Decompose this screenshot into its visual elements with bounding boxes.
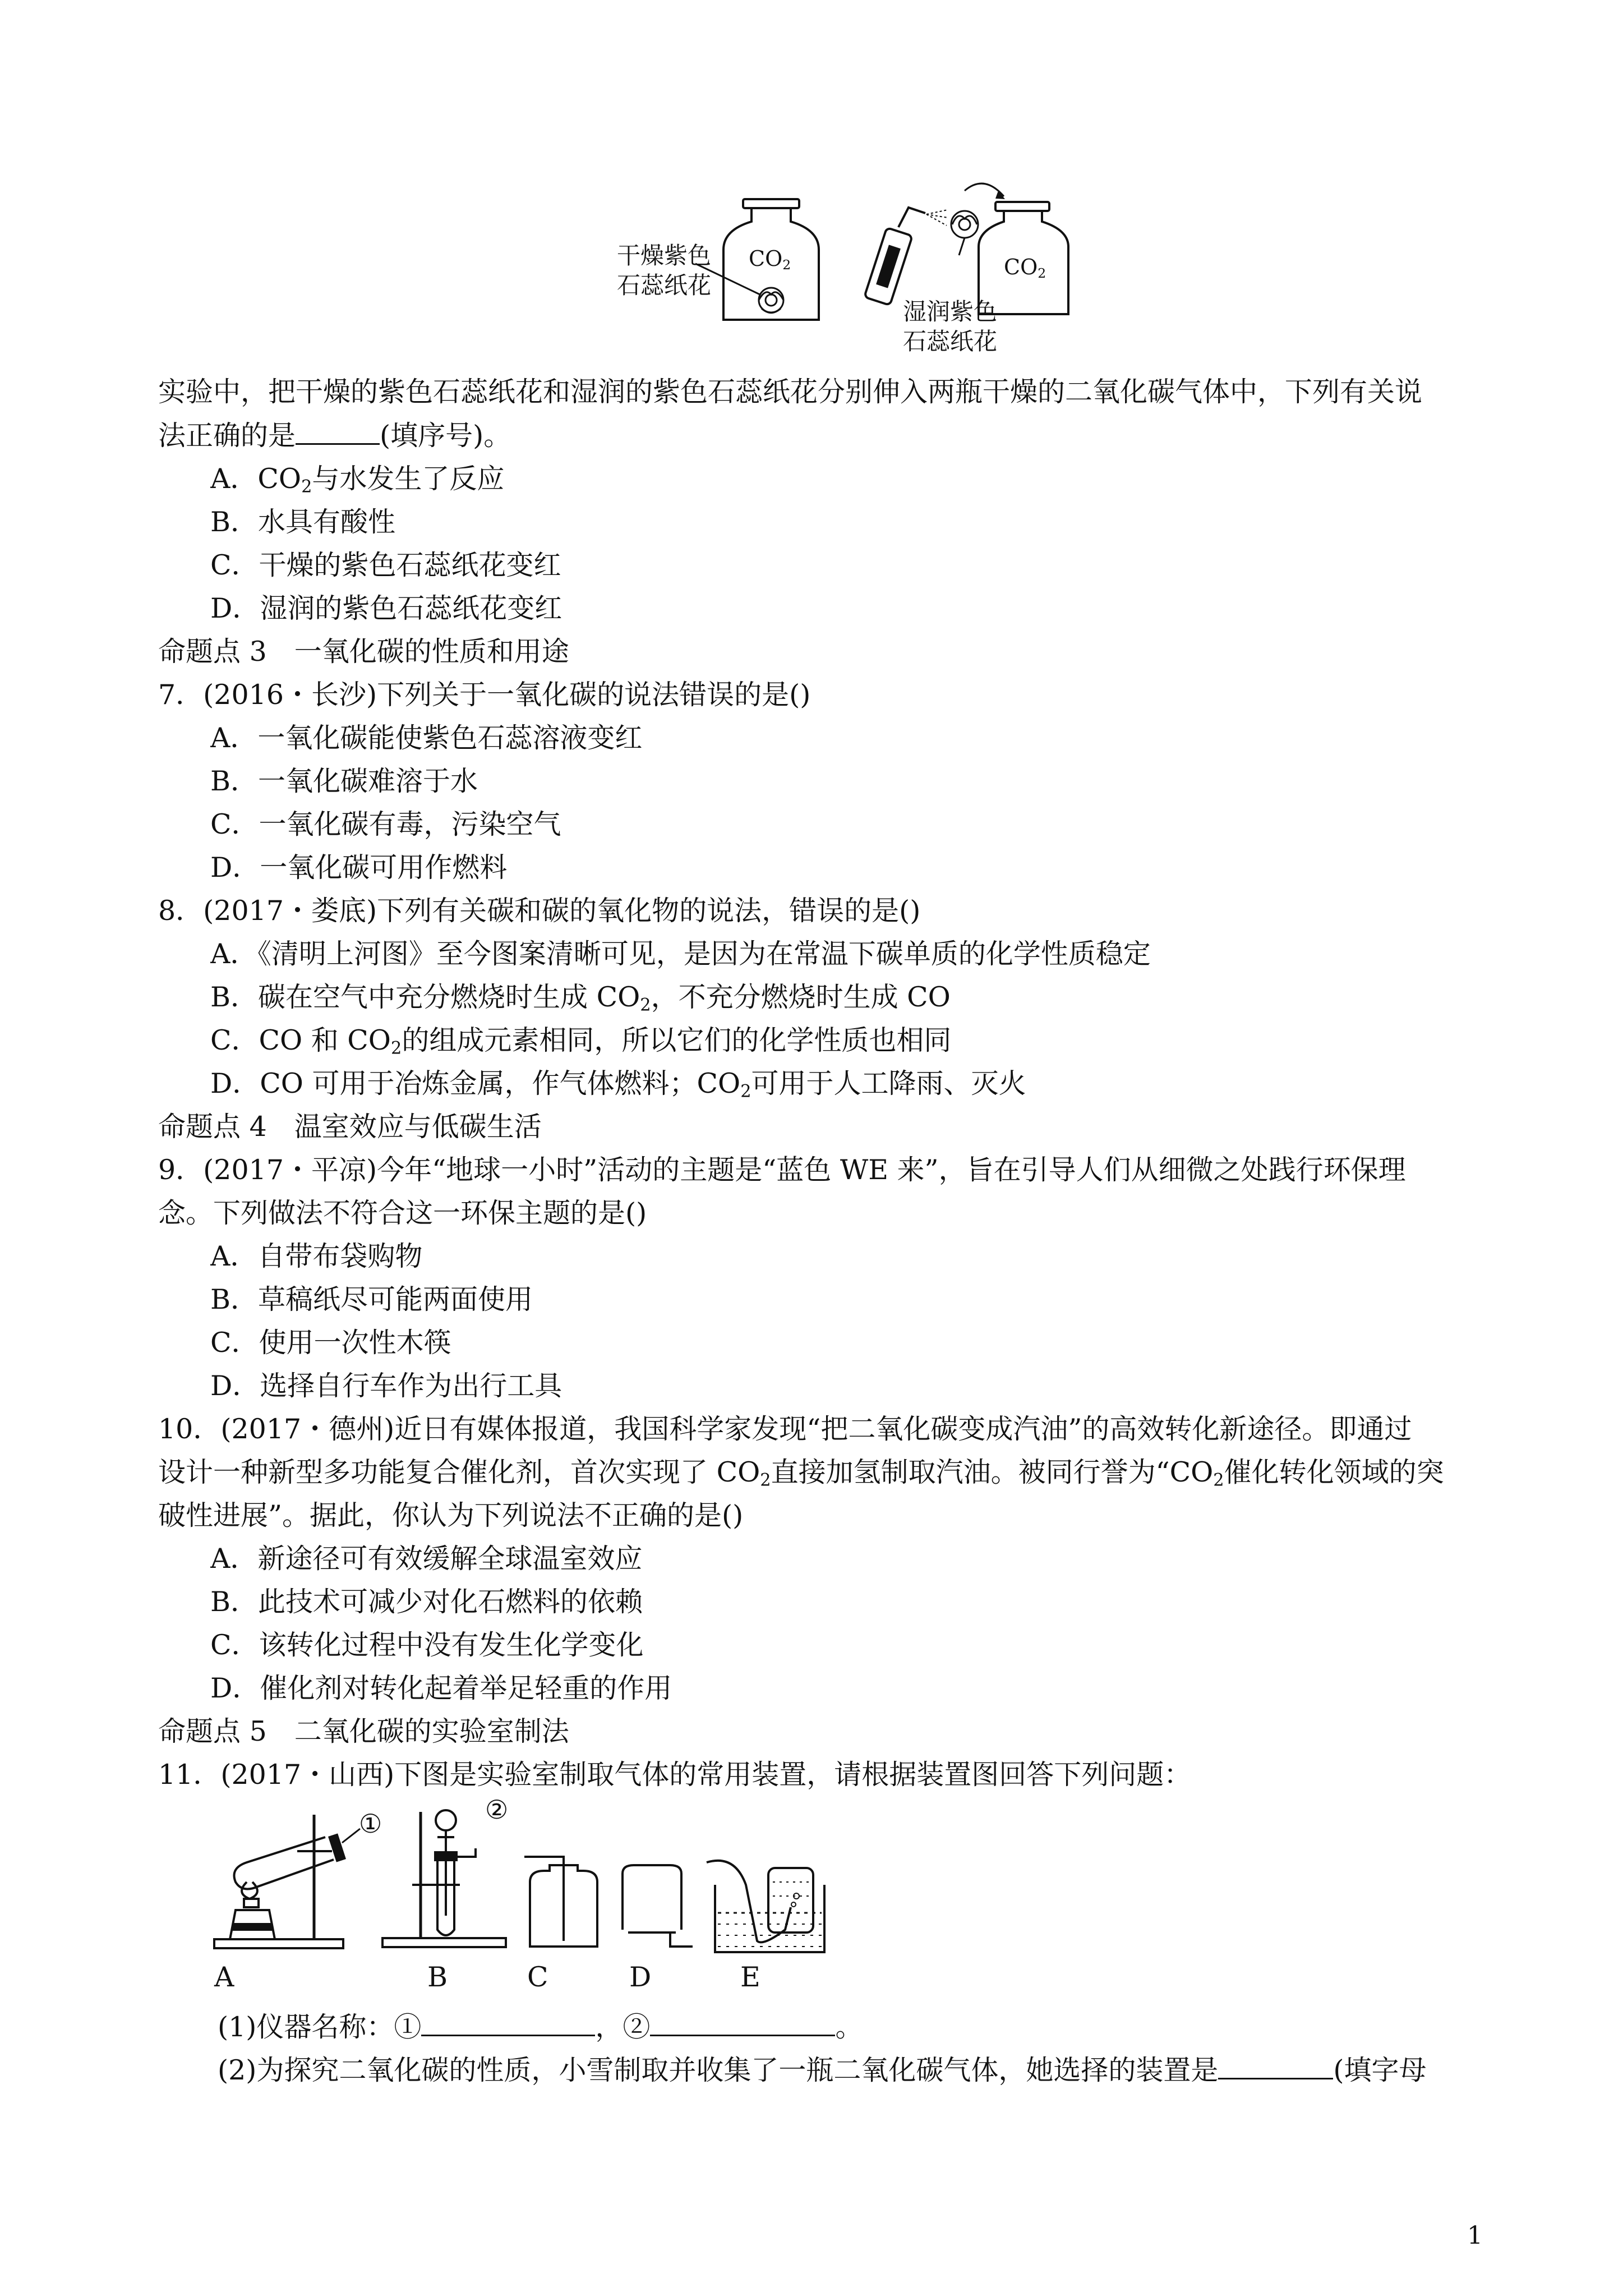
wet-flower-label-line2: 石蕊纸花 — [903, 328, 998, 355]
q10-option-d: D．催化剂对转化起着举足轻重的作用 — [210, 1672, 672, 1704]
q11-stem: 11．(2017・山西)下图是实验室制取气体的常用装置，请根据装置图回答下列问题： — [158, 1759, 1192, 1791]
answer-blank-instrument-2[interactable] — [650, 2012, 835, 2036]
marker-circle-2: ② — [485, 1795, 509, 1825]
apparatus-label-a: A — [214, 1961, 234, 1993]
q9-option-b: B．草稿纸尽可能两面使用 — [210, 1283, 533, 1315]
test-tube-icon-b — [435, 1848, 476, 1935]
inverted-bottle-icon — [768, 1868, 813, 1932]
marker-circle-1: ① — [359, 1809, 382, 1839]
q10-option-b: B．此技术可减少对化石燃料的依赖 — [210, 1586, 643, 1618]
q9-option-c: C．使用一次性木筷 — [210, 1327, 451, 1359]
q6-stem-line1: 实验中，把干燥的紫色石蕊纸花和湿润的紫色石蕊纸花分别伸入两瓶干燥的二氧化碳气体中，下列有关说 — [158, 376, 1423, 408]
wet-flower-label-line1: 湿润紫色 — [903, 298, 998, 325]
wet-flower-icon — [951, 211, 978, 255]
q10-stem-line1: 10．(2017・德州)近日有媒体报道，我国科学家发现“把二氧化碳变成汽油”的高效转化新途径。即通过 — [158, 1413, 1412, 1445]
q7-option-c: C．一氧化碳有毒，污染空气 — [210, 808, 561, 840]
answer-blank-apparatus[interactable] — [1218, 2055, 1333, 2079]
q8-option-d: D．CO 可用于冶炼金属，作气体燃料；$CO_2$可用于人工降雨、灭火 — [210, 1068, 1026, 1102]
q9-option-d: D．选择自行车作为出行工具 — [210, 1370, 562, 1402]
q7-option-b: B．一氧化碳难溶于水 — [210, 765, 478, 797]
q7-option-d: D．一氧化碳可用作燃料 — [210, 852, 508, 884]
q7-option-a: A．一氧化碳能使紫色石蕊溶液变红 — [210, 722, 643, 754]
q10-option-c: C．该转化过程中没有发生化学变化 — [210, 1629, 644, 1661]
q10-stem-line2: 设计一种新型多功能复合催化剂，首次实现了 $CO_2$直接加氢制取汽油。被同行誉为“$CO_2$催化转化领域的突 — [158, 1456, 1444, 1490]
q9-option-a: A．自带布袋购物 — [210, 1240, 423, 1272]
dry-flower-label-line2: 石蕊纸花 — [617, 272, 712, 299]
apparatus-label-b: B — [427, 1961, 448, 1993]
apparatus-a-heating-setup — [213, 1809, 359, 1955]
apparatus-label-c: C — [527, 1961, 548, 1993]
section-heading-4: 命题点 4 温室效应与低碳生活 — [158, 1111, 542, 1143]
page-number: 1 — [1467, 2221, 1483, 2250]
apparatus-label-e: E — [740, 1961, 760, 1993]
q9-stem-line2: 念。下列做法不符合这一环保主题的是() — [158, 1197, 647, 1229]
q10-option-a: A．新途径可有效缓解全球温室效应 — [210, 1543, 643, 1575]
q10-stem-line3: 破性进展”。据此，你认为下列说法不正确的是() — [158, 1499, 744, 1531]
separatory-funnel-icon — [436, 1810, 456, 1916]
q6-option-a: A．$CO_2$与水发生了反应 — [210, 463, 505, 497]
q6-option-d: D．湿润的紫色石蕊纸花变红 — [210, 592, 562, 624]
q8-option-a: A．《清明上河图》至今图案清晰可见，是因为在常温下碳单质的化学性质稳定 — [210, 938, 1151, 970]
q6-option-c: C．干燥的紫色石蕊纸花变红 — [210, 549, 561, 581]
dry-flower-icon — [759, 288, 783, 313]
q6-stem-line2: 法正确的是 (填序号)。 — [158, 420, 511, 452]
q8-stem: 8．(2017・娄底)下列有关碳和碳的氧化物的说法，错误的是() — [158, 895, 921, 927]
test-tube-icon — [234, 1833, 346, 1889]
section-heading-3: 命题点 3 一氧化碳的性质和用途 — [158, 636, 569, 668]
q9-stem-line1: 9．(2017・平凉)今年“地球一小时”活动的主题是“蓝色 WE 来”，旨在引导人们从细微之处践行环保理 — [158, 1154, 1406, 1186]
apparatus-e-water-displacement — [712, 1851, 830, 1958]
q8-option-b: B．碳在空气中充分燃烧时生成 $CO_2$，不充分燃烧时生成 CO — [210, 981, 951, 1015]
q7-stem: 7．(2016・长沙)下列关于一氧化碳的说法错误的是() — [158, 679, 811, 711]
q11-part1: (1)仪器名称：① ，② 。 — [218, 2011, 863, 2043]
section-heading-5: 命题点 5 二氧化碳的实验室制法 — [158, 1715, 569, 1747]
answer-blank-instrument-1[interactable] — [421, 2012, 595, 2036]
co2-label-wet-bottle: $CO_2$ — [1004, 255, 1046, 281]
alcohol-lamp-icon — [230, 1882, 275, 1939]
apparatus-label-d: D — [629, 1961, 652, 1993]
apparatus-c-upward-air-collection — [524, 1862, 603, 1952]
co2-label-dry-bottle: $CO_2$ — [749, 246, 791, 273]
q8-option-c: C．CO 和 $CO_2$的组成元素相同，所以它们的化学性质也相同 — [210, 1024, 952, 1059]
spray-bottle-icon — [864, 208, 925, 305]
q6-option-b: B．水具有酸性 — [210, 506, 396, 538]
q11-part2: (2)为探究二氧化碳的性质，小雪制取并收集了一瓶二氧化碳气体，她选择的装置是 (填字母 — [218, 2054, 1427, 2086]
answer-blank[interactable] — [296, 421, 380, 445]
apparatus-d-downward-air-collection — [617, 1862, 695, 1952]
dry-flower-label-line1: 干燥紫色 — [617, 242, 712, 269]
